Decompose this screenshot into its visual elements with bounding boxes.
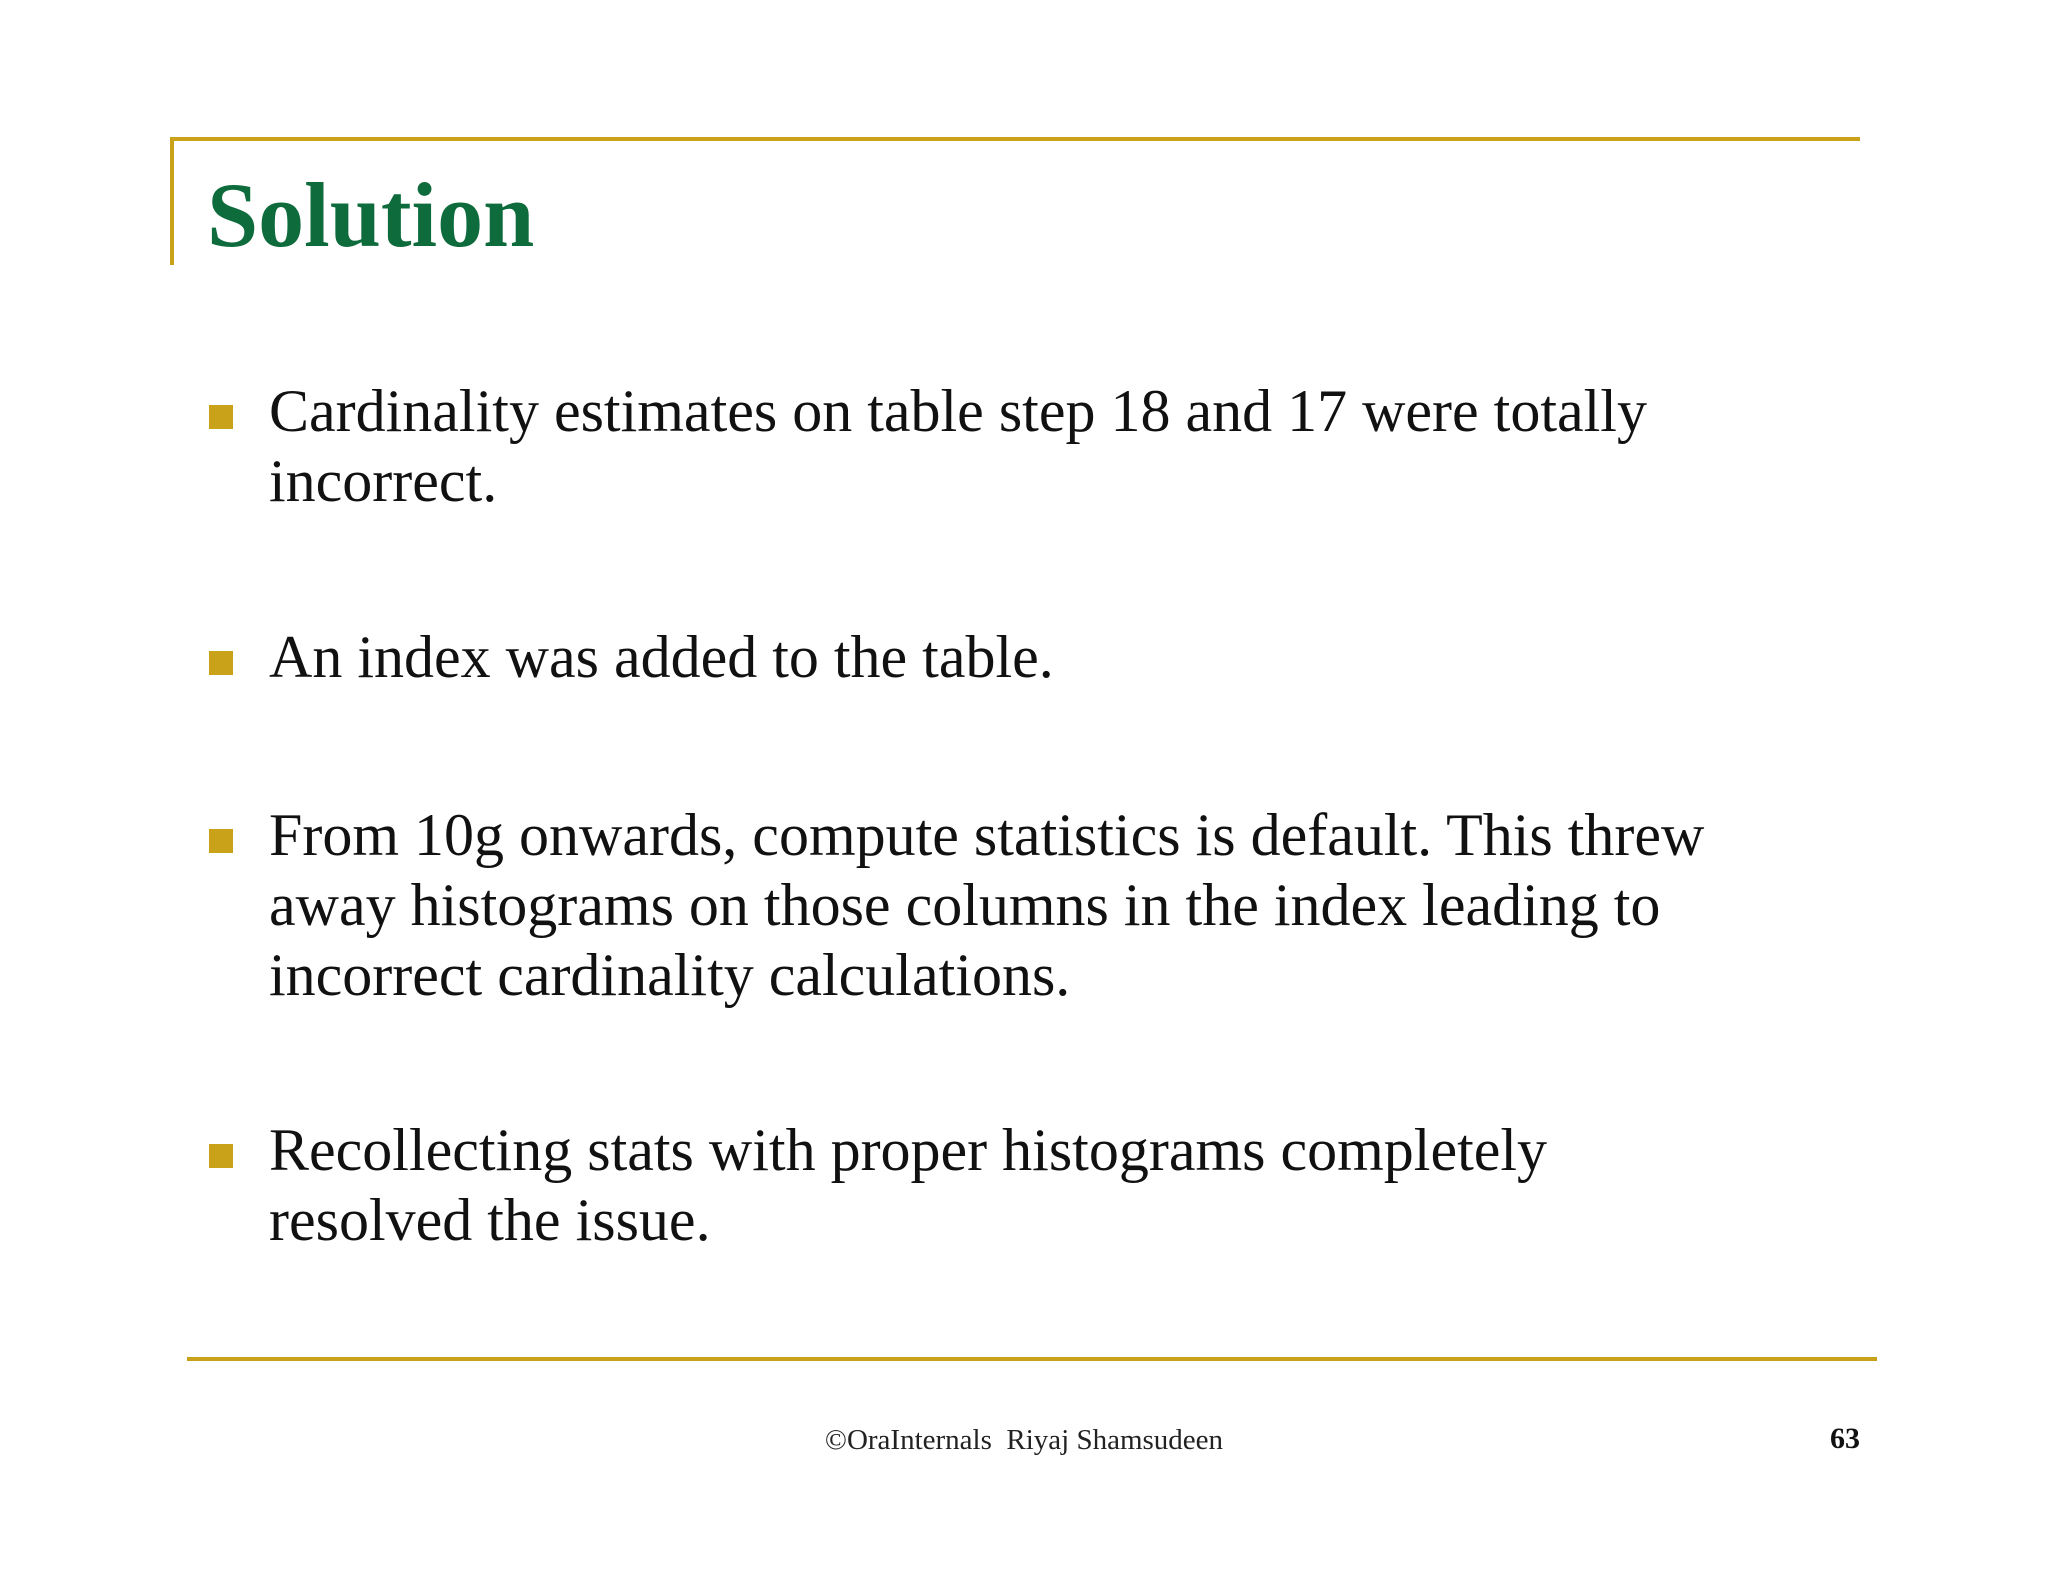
- bullet-text-1: Cardinality estimates on table step 18 and 17 were totally incorrect.: [269, 378, 1647, 514]
- square-bullet-icon: [209, 651, 233, 675]
- square-bullet-icon: [209, 1144, 233, 1168]
- title-frame-left-rule: [170, 137, 174, 265]
- footer-rule: [187, 1357, 1877, 1361]
- bullet-text-3: From 10g onwards, compute statistics is default. This threw away histograms on those columns in the index leading to incorrect cardinality calculations.: [269, 802, 1705, 1008]
- page-number: 63: [1830, 1422, 1860, 1455]
- title-frame-top-rule: [170, 137, 1860, 141]
- footer-credit: ©OraInternals Riyaj Shamsudeen: [824, 1424, 1224, 1456]
- square-bullet-icon: [209, 405, 233, 429]
- square-bullet-icon: [209, 829, 233, 853]
- bullet-text-4: Recollecting stats with proper histograms completely resolved the issue.: [269, 1117, 1548, 1253]
- bullet-text-2: An index was added to the table.: [269, 624, 1054, 690]
- slide-title: Solution: [207, 164, 535, 266]
